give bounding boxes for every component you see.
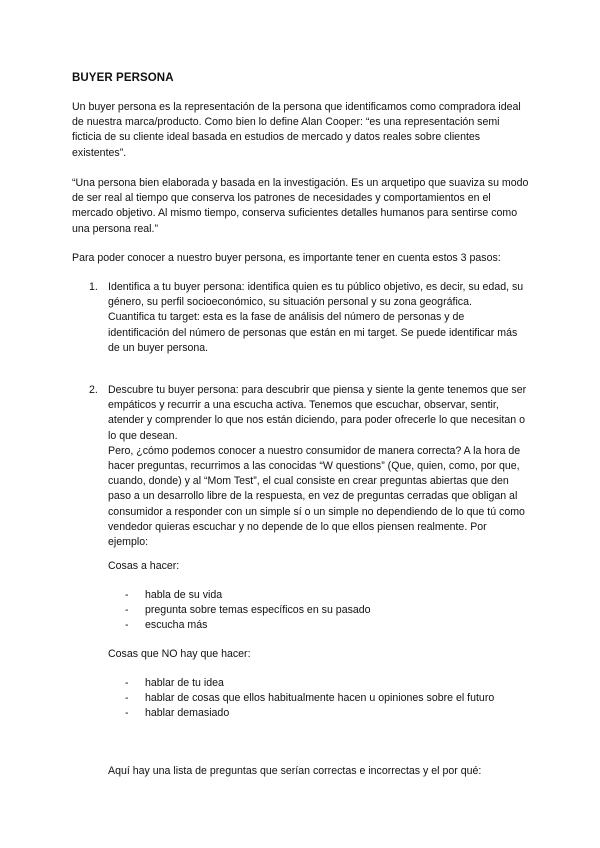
bullet-marker: -: [125, 619, 129, 631]
closing-line: Aquí hay una lista de preguntas que serían correctas e incorrectas y el por qué:: [108, 765, 482, 777]
step-2: [108, 383, 528, 550]
bullet-marker: -: [125, 707, 129, 719]
list-item: hablar de cosas que ellos habitualmente hacen u opiniones sobre el futuro: [145, 692, 495, 704]
list-item: hablar de tu idea: [145, 677, 224, 689]
page-title: BUYER PERSONA: [72, 72, 174, 84]
quote-paragraph: “Una persona bien elaborada y basada en la investigación. Es un arquetipo que suaviza su modo de ser real al tiempo que conserva los patrones de necesidades y comportamientos en el mercado objetivo. Al mismo tiempo, conserva suficientes detalles humanos para sentirse como una persona real.”: [72, 177, 529, 235]
dont-list-title: Cosas que NO hay que hacer:: [108, 648, 251, 660]
bullet-marker: -: [125, 589, 129, 601]
step-number: 2.: [89, 384, 98, 396]
list-item: hablar demasiado: [145, 707, 230, 719]
list-item: pregunta sobre temas específicos en su pasado: [145, 604, 371, 616]
bullet-marker: -: [125, 677, 129, 689]
do-list-title: Cosas a hacer:: [108, 560, 180, 572]
step-2-discover: Descubre tu buyer persona: para descubrir que piensa y siente la gente tenemos que ser empáticos y recurrir a una escucha activa. Tenemos que escuchar, observar, sentir, atender y comprender lo que nos están diciendo, para poder ofrecerle lo que necesitan o lo que desean.: [108, 384, 527, 442]
list-item: habla de su vida: [145, 589, 223, 601]
step-1-identify: Identifica a tu buyer persona: identifica quien es tu público objetivo, es decir, su edad, su género, su perfil socioeconómico, su situación personal y su zona geográfica.: [108, 281, 524, 309]
list-item: escucha más: [145, 619, 208, 631]
bullet-marker: -: [125, 604, 129, 616]
step-1-quantify: Cuantifica tu target: esta es la fase de análisis del número de personas y de identificación del número de personas que están en mi target. Se puede identificar más de un buyer persona.: [108, 311, 518, 354]
intro-paragraph: Un buyer persona es la representación de la persona que identificamos como compradora ideal de nuestra marca/producto. Como bien lo define Alan Cooper: “es una representación semi ficticia de su cliente ideal basada en estudios de mercado y datos reales sobre clientes existentes”.: [72, 101, 521, 159]
bullet-marker: -: [125, 692, 129, 704]
step-2-how: Pero, ¿cómo podemos conocer a nuestro consumidor de manera correcta? A la hora de hacer preguntas, recurrimos a las conocidas “W questions” (Que, quien, como, por que, cuando, donde) y al “Mom Test”, el cual consiste en crear preguntas abiertas que den paso a un desarrollo libre de la respuesta, en vez de preguntas cerradas que obligan al consumidor a responder con un simple sí o un simple no dependiendo de lo que tú como vendedor quieras escuchar y no depende de lo que ellos piensen realmente. Por ejemplo:: [108, 444, 525, 549]
steps-intro: Para poder conocer a nuestro buyer persona, es importante tener en cuenta estos 3 pasos:: [72, 252, 501, 264]
step-1: [108, 280, 528, 356]
step-number: 1.: [89, 281, 98, 293]
